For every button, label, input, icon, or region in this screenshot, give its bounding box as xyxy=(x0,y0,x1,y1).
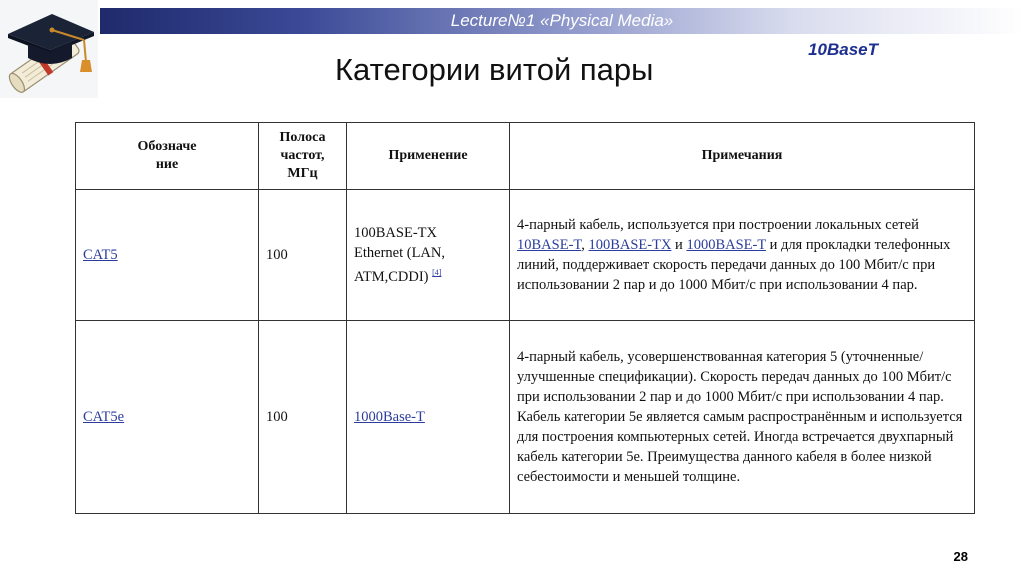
graduation-cap-diploma-icon xyxy=(0,0,98,98)
table-row xyxy=(76,190,975,321)
column-header-name: Обозначе ние xyxy=(76,123,259,190)
column-header-notes: Примечания xyxy=(510,123,975,190)
application-cell xyxy=(347,321,510,514)
page-title: Категории витой пары xyxy=(335,52,654,87)
cat5e-link[interactable]: CAT5e xyxy=(83,409,125,425)
header-bar xyxy=(100,8,1024,34)
reference-link[interactable]: [4] xyxy=(432,268,442,278)
category-cell xyxy=(76,190,259,321)
notes-cell: 4-парный кабель, усовершенствованная категория 5 (уточненные/улучшенные спецификации). Скорость передач данных до 100 Мбит/с при использовании 2 пар и до 1000 Мбит/с при использовании 4 пар. Кабель категории 5е является самым распространённым и используется для построения компьютерных сетей. Иногда встречается двухпарный кабель категории 5е. Преимущества данного кабеля в более низкой себестоимости и меньшей толщине. xyxy=(510,321,975,514)
topic-tag: 10BaseT xyxy=(808,40,878,59)
cat5-link[interactable]: CAT5 xyxy=(83,247,118,263)
category-cell xyxy=(76,321,259,514)
column-header-bandwidth: Полоса частот, МГц xyxy=(259,123,347,190)
100base-tx-link[interactable]: 100BASE-TX xyxy=(588,237,672,253)
bandwidth-cell: 100 xyxy=(259,321,347,514)
lecture-title: Lecture№1 «Physical Media» xyxy=(450,11,674,30)
application-cell: 100BASE-TX Ethernet (LAN, ATM,CDDI) [4] xyxy=(347,190,510,321)
1000base-t-link[interactable]: 1000BASE-T xyxy=(686,237,766,253)
twisted-pair-categories-table xyxy=(75,122,975,514)
column-header-application: Применение xyxy=(347,123,510,190)
notes-cell: 4-парный кабель, используется при построении локальных сетей 10BASE-T, 100BASE-TX и 1000BASE-T и для прокладки телефонных линий, поддерживает скорость передачи данных до 100 Мбит/с при использовании 2 пар и до 1000 Мбит/с при использовании 4 пар. xyxy=(510,190,975,321)
table-header-row xyxy=(76,123,975,190)
table-row xyxy=(76,321,975,514)
10base-t-link[interactable]: 10BASE-T xyxy=(517,237,582,253)
1000base-t-application-link[interactable]: 1000Base-T xyxy=(354,409,425,425)
bandwidth-cell: 100 xyxy=(259,190,347,321)
page-number: 28 xyxy=(953,549,968,564)
